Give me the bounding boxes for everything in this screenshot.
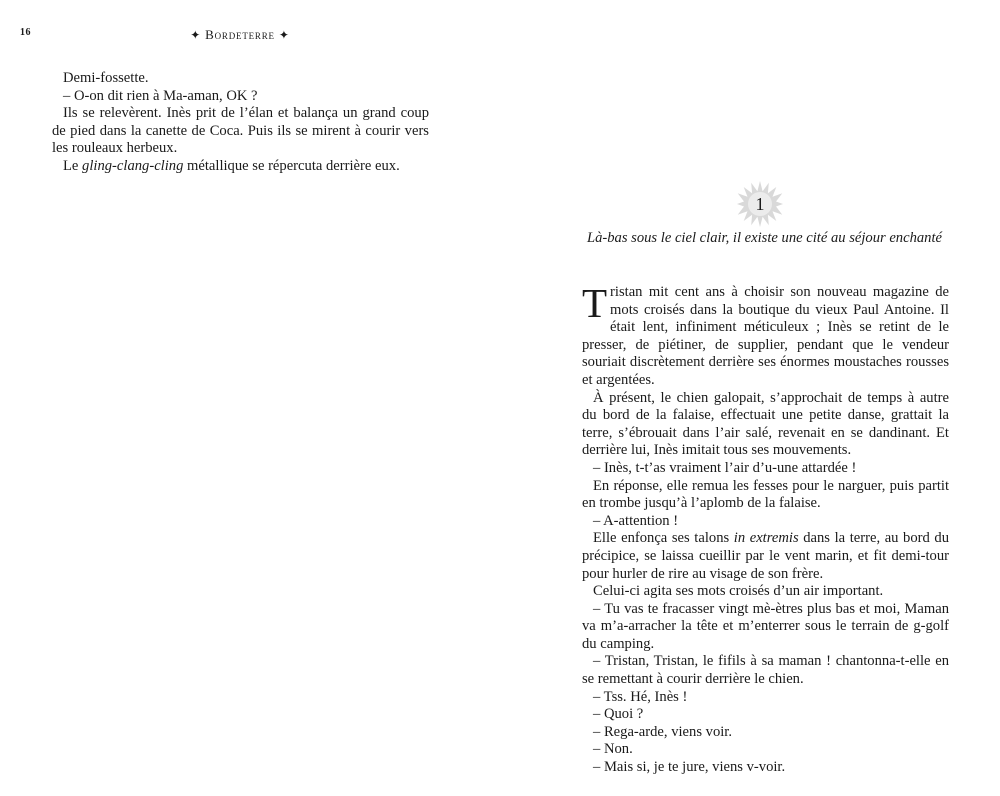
paragraph — [52, 158, 429, 176]
italic-text: in extremis — [733, 530, 799, 547]
page-number: 16 — [20, 27, 31, 38]
text-run: Elle enfonça ses talons — [593, 530, 734, 547]
paragraph — [582, 280, 949, 390]
paragraph: – O-on dit rien à Ma-aman, OK ? — [63, 87, 258, 104]
star-ornament-icon: ✦ — [190, 28, 202, 42]
text-run: Le — [63, 157, 83, 174]
paragraph: – Mais si, je te jure, viens v-voir. — [593, 759, 786, 776]
text-run: ristan mit cent ans à choisir son nouveau magazine de mots croisés dans la boutique du vieux Paul Antoine. Il était lent, infiniment méticuleux ; Inès se retint de le presser, de piétiner, de supplier, pendant que le vendeur souriait discrètement derrière ses énormes moustaches rousses et argentées. — [582, 284, 949, 388]
paragraph: – Inès, t-t’as vraiment l’air d’u-une attardée ! — [593, 459, 857, 476]
paragraph: – Tu vas te fracasser vingt mè-ètres plus bas et moi, Maman va m’a-arracher la tête et m’enterrer sous le terrain de g-golf du camping. — [582, 600, 949, 652]
star-ornament-icon: ✦ — [278, 28, 290, 42]
paragraph: Ils se relevèrent. Inès prit de l’élan et balança un grand coup de pied dans la canette de Coca. Puis ils se mirent à courir vers les rouleaux herbeux. — [52, 105, 429, 157]
drop-cap: T — [582, 280, 608, 326]
paragraph: – Rega-arde, viens voir. — [593, 723, 733, 740]
paragraph: – Quoi ? — [593, 706, 644, 723]
running-head — [150, 27, 330, 43]
chapter-number-badge — [736, 180, 784, 228]
left-text-block — [52, 70, 429, 176]
paragraph — [582, 530, 949, 583]
paragraph: – Tss. Hé, Inès ! — [593, 688, 688, 705]
paragraph: En réponse, elle remua les fesses pour le narguer, puis partit en trombe jusqu’à l’aplomb de la falaise. — [582, 477, 949, 512]
chapter-title: Là-bas sous le ciel clair, il existe une cité au séjour enchanté — [586, 230, 943, 246]
paragraph: – Tristan, Tristan, le fifils à sa maman ! chantonna-t-elle en se remettant à courir derrière le chien. — [582, 653, 949, 688]
paragraph: – A-attention ! — [593, 512, 679, 529]
paragraph: Demi-fossette. — [63, 70, 149, 86]
paragraph: Celui-ci agita ses mots croisés d’un air important. — [593, 583, 884, 600]
paragraph: À présent, le chien galopait, s’approchait de temps à autre du bord de la falaise, effectuait une petite danse, grattait la terre, s’ébrouait dans l’air salé, revenait en se dandinant. Et derrière lui, Inès imitait tous ses mouvements. — [582, 389, 949, 459]
text-run: dans la terre, au bord du précipice, se laissa cueillir par le vent marin, et fit demi-tour pour hurler de rire au visage de son frère. — [582, 530, 950, 582]
paragraph: – Non. — [593, 741, 633, 758]
text-run: métallique se répercuta derrière eux. — [183, 157, 400, 174]
right-text-block — [582, 280, 950, 777]
running-head-title: Bordeterre — [205, 27, 275, 42]
right-page — [500, 0, 1000, 796]
italic-text: gling-clang-cling — [82, 157, 184, 174]
chapter-number: 1 — [755, 193, 765, 214]
